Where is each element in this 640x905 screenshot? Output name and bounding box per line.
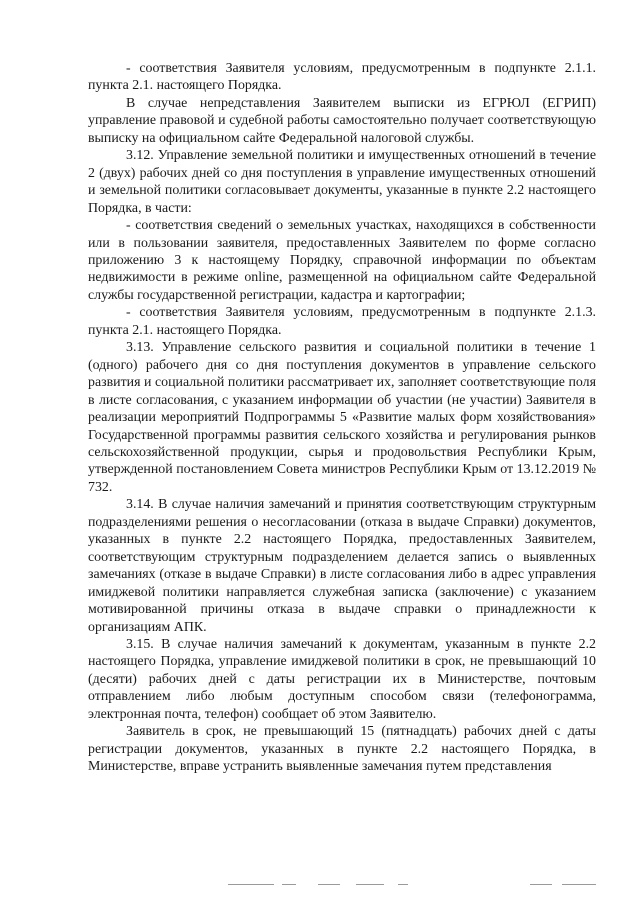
paragraph-condition-2-1-1: - соответствия Заявителя условиям, предусмотренным в подпункте 2.1.1. пункта 2.1. настоящего Порядка. (88, 61, 596, 94)
paragraph-3-13: 3.13. Управление сельского развития и социальной политики в течение 1 (одного) рабочего дня со дня поступления документов в управление сельского развития и социальной политики рассматривает их, заполняет соответствующие поля в листе согласования, с указанием информации об участии (не участии) Заявителя в реализации мероприятий Подпрограммы 5 «Развитие малых форм хозяйствования» Государственной программы развития сельского хозяйства и регулирования рынков сельскохозяйственной продукции, сырья и продовольствия Республики Крым, утвержденной постановлением Совета министров Республики Крым от 13.12.2019 № 732. (88, 340, 596, 495)
scan-mark (282, 884, 296, 885)
paragraph-3-15: 3.15. В случае наличия замечаний к документам, указанным в пункте 2.2 настоящего Порядка, управление имиджевой политики в срок, не превышающий 10 (десяти) рабочих дней с даты регистрации их в Министерстве, почтовым отправлением либо любым доступным способом связи (телефонограмма, электронная почта, телефон) сообщает об этом Заявителю. (88, 636, 596, 722)
scan-mark (318, 884, 340, 885)
paragraph-egrul-extract: В случае непредставления Заявителем выписки из ЕГРЮЛ (ЕГРИП) управление правовой и судебной работы самостоятельно получает соответствующую выписку на официальном сайте Федеральной налоговой службы. (88, 95, 596, 146)
paragraph-land-plots: - соответствия сведений о земельных участках, находящихся в собственности или в пользовании заявителя, предоставленных Заявителем по форме согласно приложению 3 к настоящему Порядку, справочной информации по объектам недвижимости в режиме online, размещенной на официальном сайте Федеральной службы государственной регистрации, кадастра и картографии; (88, 218, 596, 303)
scan-mark (562, 884, 596, 885)
scan-mark (228, 884, 274, 885)
paragraph-applicant-deadline: Заявитель в срок, не превышающий 15 (пятнадцать) рабочих дней с даты регистрации документов, указанных в пункте 2.2 настоящего Порядка, в Министерстве, вправе устранить выявленные замечания путем представления (88, 724, 596, 775)
scan-artifact-footer (0, 884, 640, 905)
paragraph-3-12: 3.12. Управление земельной политики и имущественных отношений в течение 2 (двух) рабочих дней со дня поступления в управление имущественных отношений и земельной политики согласовывает документы, указанные в пункте 2.2 настоящего Порядка, в части: (88, 148, 596, 216)
scan-mark (530, 884, 552, 885)
scan-mark (398, 884, 408, 885)
document-page (88, 60, 596, 776)
paragraph-condition-2-1-3: - соответствия Заявителя условиям, предусмотренным в подпункте 2.1.3. пункта 2.1. настоящего Порядка. (88, 305, 596, 338)
paragraph-3-14: 3.14. В случае наличия замечаний и принятия соответствующим структурным подразделениями решения о несогласовании (отказа в выдаче Справки) документов, указанных в пункте 2.2 настоящего Порядка, предоставленных Заявителем, соответствующим структурным подразделением делается запись о выявленных замечаниях (отказе в выдаче Справки) в листе согласования либо в адрес управления имиджевой политики направляется служебная записка (заключение) с указанием мотивированной причины отказа в выдаче справки о принадлежности к организациям АПК. (88, 497, 596, 635)
scan-mark (356, 884, 384, 885)
